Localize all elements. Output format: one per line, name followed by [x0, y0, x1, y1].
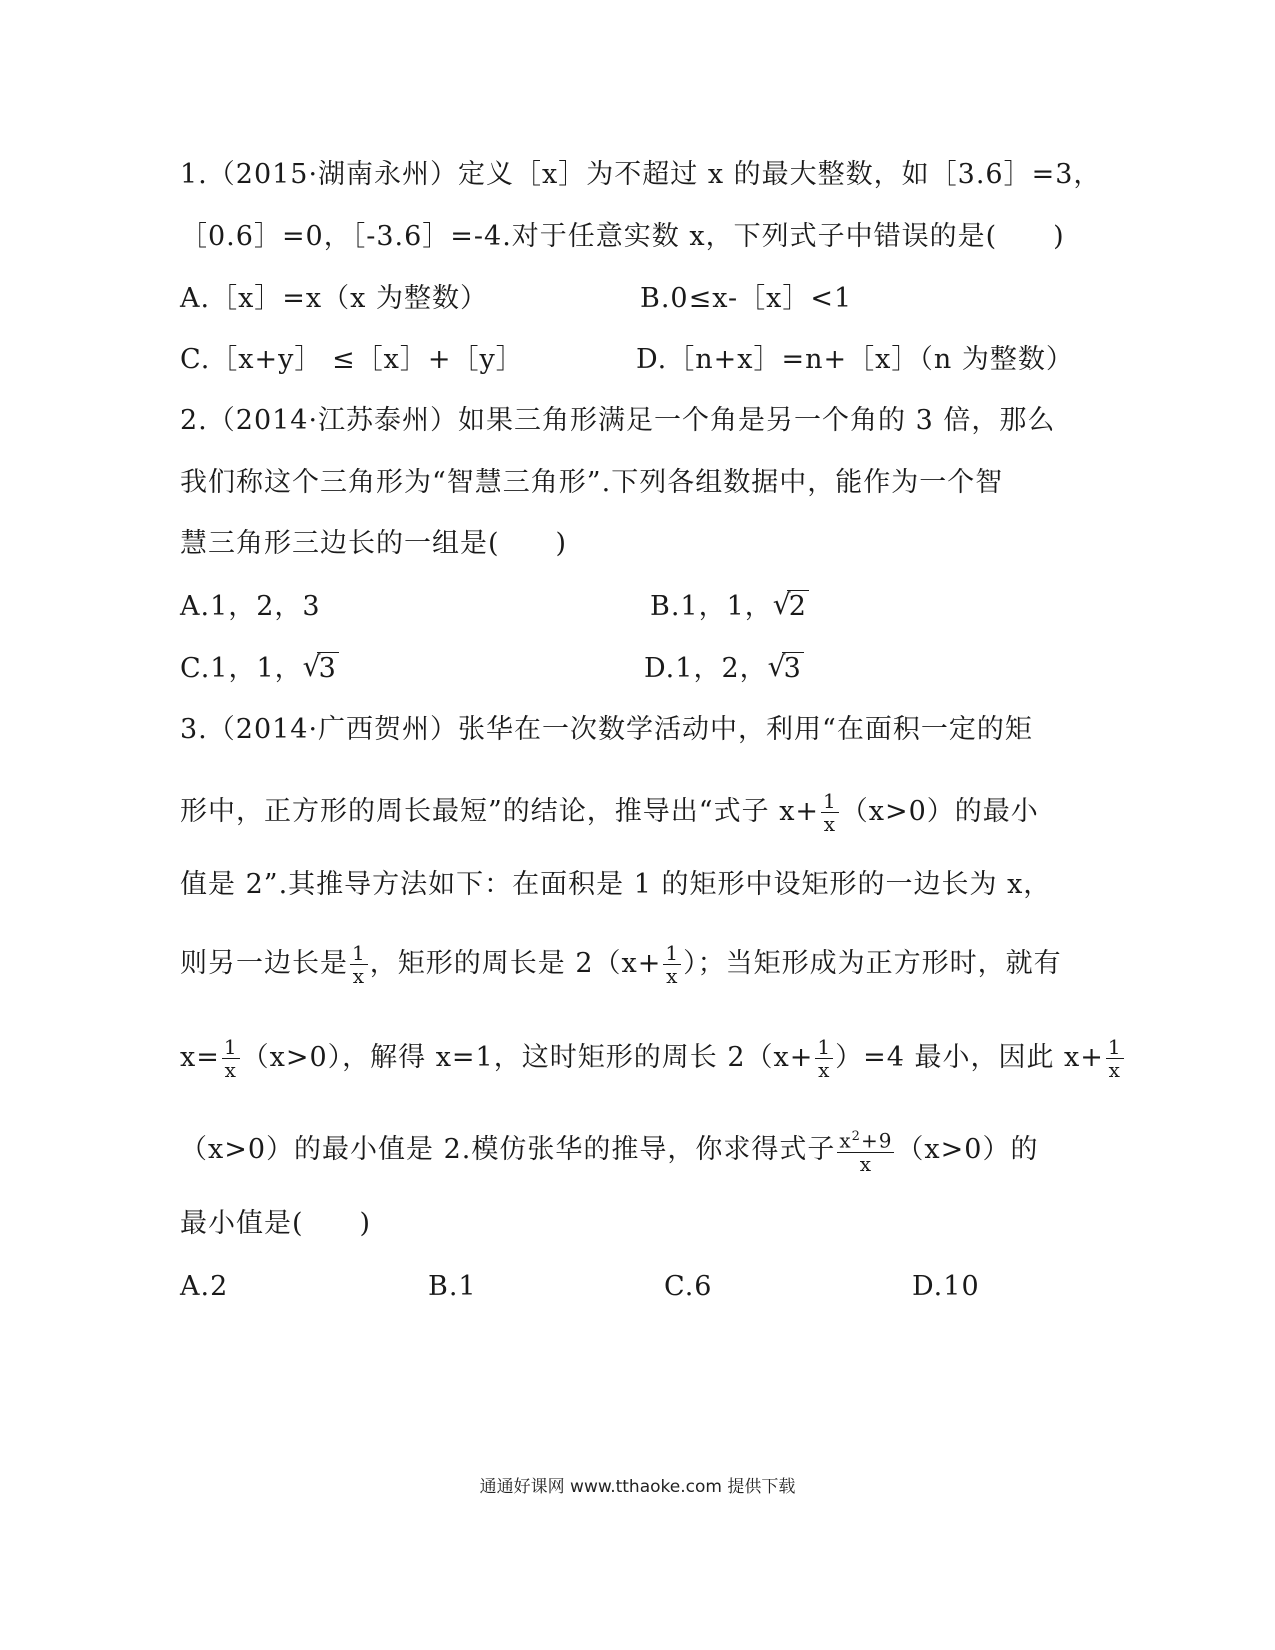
q2-option-c: [180, 652, 339, 686]
q3-line-7: 最小值是( ): [180, 1208, 372, 1239]
numerator-exponent: 2: [851, 1129, 861, 1144]
q3-line-4-text-b: ，矩形的周长是 2（x+: [369, 948, 662, 979]
q3-line-5: [180, 1036, 1126, 1081]
fraction-denominator: x: [224, 1058, 237, 1082]
q3-line-5-text-b: （x>0），解得 x=1，这时矩形的周长 2（x+: [241, 1042, 814, 1073]
q3-option-c: C.6: [664, 1271, 713, 1302]
q3-line-6-text-a: （x>0）的最小值是 2.模仿张华的推导，你求得式子: [180, 1133, 836, 1165]
q2-option-d: [644, 652, 804, 686]
fraction-numerator: 1: [223, 1035, 238, 1059]
numerator-rest: +9: [860, 1128, 893, 1153]
fraction-denominator: x: [1108, 1058, 1121, 1082]
q2-option-c-radicand: 3: [318, 653, 337, 684]
fraction-1-over-x: [350, 942, 368, 987]
q3-line-2-text-a: 形中，正方形的周长最短”的结论，推导出“式子 x+: [180, 796, 820, 827]
sqrt-icon: √ 2: [772, 588, 807, 622]
q2-line-3: 慧三角形三边长的一组是( ): [180, 528, 568, 559]
q3-line-6-text-b: （x>0）的: [896, 1133, 1039, 1165]
fraction-x2-plus-9-over-x: [837, 1126, 894, 1175]
q2-line-1: 2.（2014·江苏泰州）如果三角形满足一个角是另一个角的 3 倍，那么: [180, 405, 1056, 436]
q1-option-c: C.［x+y］ ≤［x］+［y］: [180, 344, 524, 375]
q2-option-b-radicand: 2: [788, 591, 807, 622]
q3-line-4-text-a: 则另一边长是: [180, 948, 348, 979]
fraction-1-over-x: [222, 1036, 240, 1081]
q2-option-d-radicand: 3: [783, 653, 802, 684]
q2-option-d-text: D.1，2，: [644, 653, 768, 684]
q2-option-b-text: B.1，1，: [650, 591, 773, 622]
q1-line-1: 1.（2015·湖南永州）定义［x］为不超过 x 的最大整数，如［3.6］=3，: [180, 159, 1102, 190]
q2-option-c-text: C.1，1，: [180, 653, 303, 684]
fraction-numerator: [837, 1126, 894, 1153]
q1-option-a: A.［x］=x（x 为整数）: [180, 283, 488, 314]
sqrt-icon: √ 3: [767, 650, 802, 684]
fraction-numerator: 1: [823, 789, 837, 813]
q3-option-a: A.2: [180, 1271, 229, 1302]
fraction-denominator: x: [666, 964, 679, 988]
sqrt-icon: √ 3: [302, 650, 337, 684]
fraction-1-over-x: [1106, 1036, 1124, 1081]
q3-line-3: 值是 2”.其推导方法如下：在面积是 1 的矩形中设矩形的一边长为 x，: [180, 869, 1052, 900]
q2-option-a: A.1，2，3: [180, 591, 321, 622]
q3-line-5-text-a: x=: [180, 1042, 220, 1073]
fraction-denominator: x: [818, 1058, 831, 1082]
q3-option-b: B.1: [428, 1271, 477, 1302]
fraction-1-over-x: [821, 790, 839, 835]
fraction-numerator: 1: [1107, 1035, 1122, 1059]
q3-line-4-text-c: ）；当矩形成为正方形时，就有: [683, 948, 1062, 979]
fraction-1-over-x: [663, 942, 681, 987]
q3-line-4: [180, 942, 1062, 987]
q3-option-d: D.10: [912, 1271, 980, 1302]
fraction-denominator: x: [352, 964, 365, 988]
q3-line-1: 3.（2014·广西贺州）张华在一次数学活动中，利用“在面积一定的矩: [180, 714, 1033, 745]
numerator-base: x: [839, 1128, 852, 1153]
fraction-denominator: x: [823, 812, 837, 836]
q1-option-d: D.［n+x］=n+［x］（n 为整数）: [636, 344, 1074, 375]
q1-option-b: B.0≤x-［x］<1: [640, 283, 853, 314]
q3-line-2-text-b: （x>0）的最小: [840, 796, 1039, 827]
q3-line-6: [180, 1126, 1038, 1175]
q2-line-2: 我们称这个三角形为“智慧三角形”.下列各组数据中，能作为一个智: [180, 467, 1004, 498]
footer-source: 通通好课网 www.tthaoke.com 提供下载: [479, 1477, 796, 1497]
fraction-numerator: 1: [352, 941, 366, 965]
q1-line-2: ［0.6］=0，［-3.6］=-4.对于任意实数 x，下列式子中错误的是( ): [180, 221, 1065, 252]
q3-line-5-text-c: ）=4 最小，因此 x+: [835, 1042, 1104, 1073]
q3-line-2: [180, 790, 1039, 835]
fraction-1-over-x: [815, 1036, 833, 1081]
fraction-denominator: x: [859, 1151, 873, 1176]
fraction-numerator: 1: [665, 941, 680, 965]
fraction-numerator: 1: [817, 1035, 832, 1059]
q2-option-b: [650, 590, 809, 624]
